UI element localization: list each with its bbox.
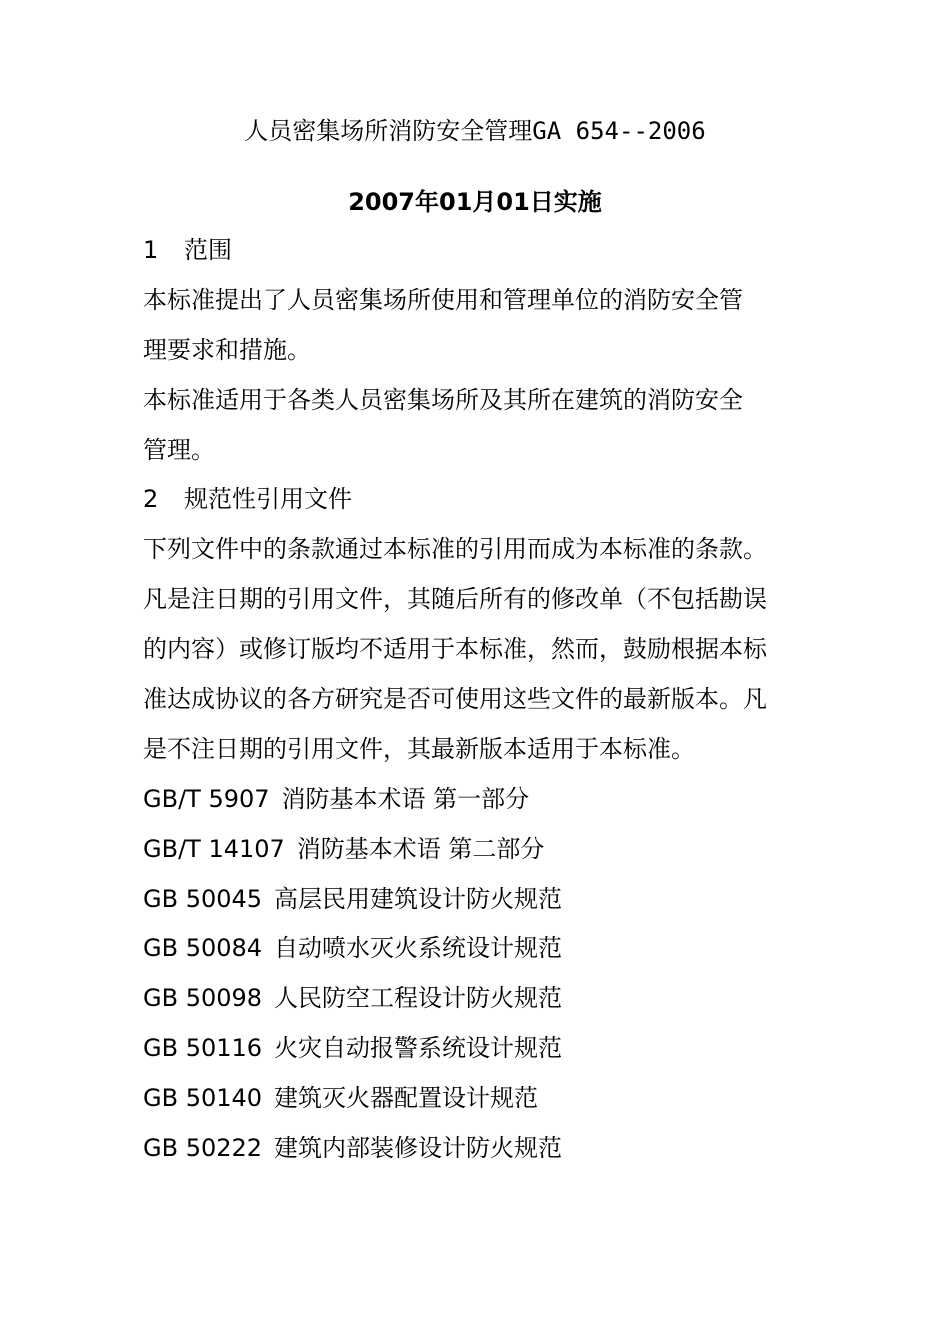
paragraph-line: 是不注日期的引用文件，其最新版本适用于本标准。: [143, 734, 695, 763]
paragraph-line: 本标准适用于各类人员密集场所及其所在建筑的消防安全: [143, 385, 743, 414]
reference-code: GB 50084: [143, 934, 263, 963]
reference-code: GB 50098: [143, 984, 263, 1013]
reference-item: [143, 924, 823, 974]
reference-title: 自动喷水灭火系统设计规范: [274, 934, 563, 963]
paragraph-line: 本标准提出了人员密集场所使用和管理单位的消防安全管: [143, 285, 743, 314]
paragraph-line: 管理。: [143, 435, 215, 464]
paragraph-line: 下列文件中的条款通过本标准的引用而成为本标准的条款。: [143, 535, 767, 564]
reference-item: [143, 875, 823, 925]
document-title: [0, 106, 950, 156]
reference-code: GB/T 14107: [143, 834, 285, 863]
reference-code: GB 50045: [143, 884, 263, 913]
standard-code: GA 654--2006: [532, 117, 706, 145]
section-number: 2: [143, 485, 159, 514]
reference-title: 建筑内部装修设计防火规范: [274, 1134, 563, 1163]
document-body: [143, 226, 823, 1174]
reference-code: GB 50140: [143, 1084, 263, 1113]
paragraph-line: 凡是注日期的引用文件，其随后所有的修改单（不包括勘误: [143, 585, 767, 614]
reference-title: 人民防空工程设计防火规范: [274, 984, 563, 1013]
reference-title: 消防基本术语 第二部分: [296, 834, 545, 863]
title-text: 人员密集场所消防安全管理: [244, 117, 533, 145]
reference-title: 建筑灭火器配置设计规范: [274, 1084, 539, 1113]
reference-title: 消防基本术语 第一部分: [281, 784, 530, 813]
section-title: 范围: [184, 236, 232, 264]
paragraph-line: 的内容）或修订版均不适用于本标准，然而，鼓励根据本标: [143, 635, 767, 664]
reference-title: 高层民用建筑设计防火规范: [274, 884, 563, 913]
reference-code: GB/T 5907: [143, 784, 270, 813]
reference-item: [143, 1024, 823, 1074]
reference-title: 火灾自动报警系统设计规范: [274, 1034, 563, 1063]
section-number: 1: [143, 236, 159, 264]
reference-code: GB 50116: [143, 1034, 263, 1063]
reference-item: [143, 974, 823, 1024]
reference-item: [143, 1074, 823, 1124]
paragraph-line: 理要求和措施。: [143, 335, 311, 364]
section-heading-scope: [143, 226, 823, 276]
section-title: 规范性引用文件: [184, 485, 352, 514]
section-heading-references: [143, 475, 823, 525]
reference-item: [143, 825, 823, 875]
reference-item: [143, 1124, 823, 1174]
reference-code: GB 50222: [143, 1134, 263, 1163]
reference-item: [143, 775, 823, 825]
paragraph-line: 准达成协议的各方研究是否可使用这些文件的最新版本。凡: [143, 685, 767, 714]
effective-date: 2007年01月01日实施: [348, 188, 602, 216]
